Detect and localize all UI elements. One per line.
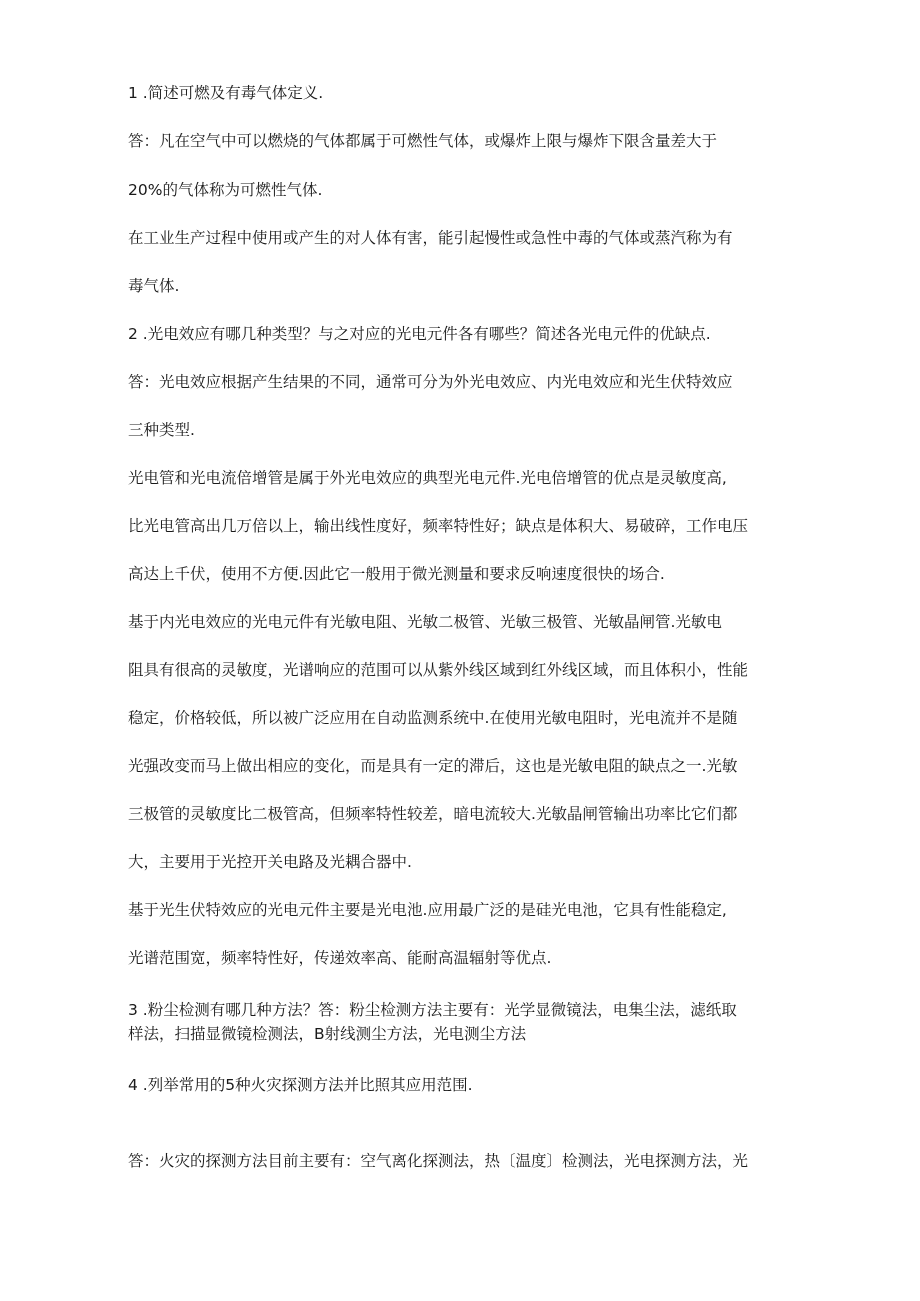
answer-1-line-1: 答：凡在空气中可以燃烧的气体都属于可燃性气体，或爆炸上限与爆炸下限含量差大于 [128, 132, 718, 150]
question-3-line-1: 3 .粉尘检测有哪几种方法？答：粉尘检测方法主要有：光学显微镜法，电集尘法，滤纸取 [128, 1001, 737, 1019]
question-2: 2 .光电效应有哪几种类型？与之对应的光电元件各有哪些？简述各光电元件的优缺点. [128, 325, 711, 343]
question-4: 4 .列举常用的5种火灾探测方法并比照其应用范围. [128, 1076, 473, 1094]
answer-1-line-2: 20%的气体称为可燃性气体. [128, 181, 323, 199]
answer-4-line-1: 答：火灾的探测方法目前主要有：空气离化探测法，热〔温度〕检测法，光电探测方法，光 [128, 1152, 749, 1170]
answer-2-line-5: 高达上千伏，使用不方便.因此它一般用于微光测量和要求反响速度很快的场合. [128, 565, 665, 583]
question-3-line-2: 样法，扫描显微镜检测法，B射线测尘方法，光电测尘方法 [128, 1025, 527, 1043]
answer-2-line-8: 稳定，价格较低，所以被广泛应用在自动监测系统中.在使用光敏电阻时，光电流并不是随 [128, 709, 738, 727]
answer-2-line-3: 光电管和光电流倍增管是属于外光电效应的典型光电元件.光电倍增管的优点是灵敏度高, [128, 469, 727, 487]
answer-2-line-6: 基于内光电效应的光电元件有光敏电阻、光敏二极管、光敏三极管、光敏晶闸管.光敏电 [128, 613, 722, 631]
answer-2-line-1: 答：光电效应根据产生结果的不同，通常可分为外光电效应、内光电效应和光生伏特效应 [128, 373, 733, 391]
answer-1-line-4: 毒气体. [128, 277, 180, 295]
answer-1-line-3: 在工业生产过程中使用或产生的对人体有害，能引起慢性或急性中毒的气体或蒸汽称为有 [128, 229, 733, 247]
answer-2-line-11: 大，主要用于光控开关电路及光耦合器中. [128, 853, 412, 871]
answer-2-line-7: 阻具有很高的灵敏度，光谱响应的范围可以从紫外线区域到红外线区域，而且体积小，性能 [128, 661, 749, 679]
answer-2-line-10: 三极管的灵敏度比二极管高，但频率特性较差，暗电流较大.光敏晶闸管输出功率比它们都 [128, 805, 738, 823]
answer-2-line-4: 比光电管高出几万倍以上，输出线性度好，频率特性好；缺点是体积大、易破碎，工作电压 [128, 517, 749, 535]
answer-2-line-13: 光谱范围宽，频率特性好，传递效率高、能耐高温辐射等优点. [128, 949, 552, 967]
answer-2-line-12: 基于光生伏特效应的光电元件主要是光电池.应用最广泛的是硅光电池，它具有性能稳定, [128, 901, 727, 919]
answer-2-line-9: 光强改变而马上做出相应的变化，而是具有一定的滞后，这也是光敏电阻的缺点之一.光敏 [128, 757, 738, 775]
question-1: 1 .简述可燃及有毒气体定义. [128, 84, 324, 102]
answer-2-line-2: 三种类型. [128, 421, 195, 439]
